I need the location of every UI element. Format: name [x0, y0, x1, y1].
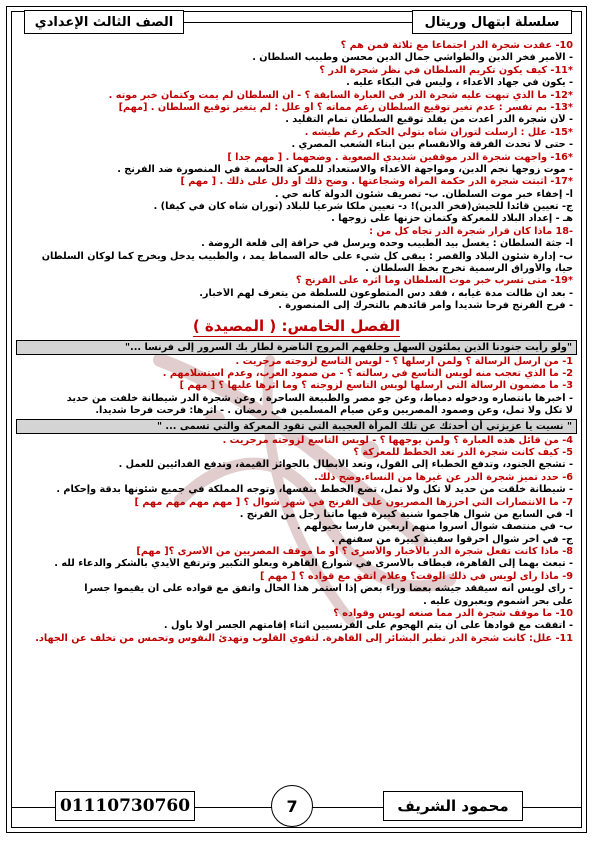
question-line: 3- ما مضمون الرسالة التي أرسلها لويس التاسع لزوجته ؟ وما أثرها عليها ؟ [ مهم ]: [179, 380, 573, 392]
grade-box: [24, 10, 184, 34]
question-line: 7- ما الانتصارات التي أحرزها المصريون على الفرنج في شهر شوال ؟ [ مهم مهم مهم مهم ]: [134, 496, 573, 508]
question-line: 6- حدد تميز شجرة الدر عن غيرها من النساء.وضح ذلك.: [314, 471, 573, 483]
phone-box: [55, 791, 195, 821]
question-line: *19- متى تسرب خبر موت السلطان وما أثره على الفرنج ؟: [295, 275, 573, 287]
answer-line: - بعد أن طالت مدة غيابه ، فقد دس المتطوعون للسلطة من يتعرف لهم الأخبار.: [199, 287, 573, 299]
answer-line: - لأن شجرة الدر أعدت من يقلد توقيع السلطان تمام التقليد .: [285, 114, 573, 126]
question-line: *12- ما الذي تبهت عليه شجرة الدر في العبارة السابقة ؟ - أن السلطان لم يمت وكتمان خبر موته .: [108, 89, 573, 101]
quote-box: " نسيت يا عزيزتي أن أحدثك عن تلك المرأة العجيبة التي تقود المعركة والتي تسمى ... ": [16, 419, 577, 434]
question-line: *15- علل : أرسلت لتوران شاه بتولي الحكم رغم طيشه .: [304, 126, 573, 138]
question-line: 10- عقدت شجرة الدر اجتماعا مع ثلاثة فمن هم ؟: [340, 40, 573, 51]
question-line: 2- ما الذي تعجب منه لويس التاسع في رسالته ؟ - من صمود العرب، وعدم استسلامهم .: [162, 367, 573, 379]
question-line: 9- ماذا رأى لويس في ذلك الوقت؟ وعلام اتفق مع قواده ؟ [ مهم ]: [259, 570, 573, 582]
question-line: -18 ماذا كان قرار شجرة الدر تجاه كل من :: [369, 225, 573, 237]
phone-number: 01110730760: [59, 796, 191, 816]
section-part2: [16, 356, 577, 418]
chapter-title: الفصل الخامس: ( المصيدة ): [192, 316, 401, 335]
chapter-title-row: [16, 313, 577, 339]
answer-line: - اتفقت مع قوادها على أن يتم الهجوم على الفرنسيين أثناء إقامتهم الجسر أولا بأول .: [163, 620, 573, 632]
series-title: سلسلة ابتهال وريتال: [424, 14, 560, 30]
answer-line: - أخبرها بانتصاره ودخوله دمياط، وعن جو مصر والطبيعة الساحرة ، وعن شجرة الدر شيطانة خلفت من حديد: [66, 392, 573, 404]
question-line: *17- أثبتت شجرة الدر حكمة المرأة وشجاعتها . وضح ذلك أو دلل على ذلك . [ مهم ]: [180, 176, 573, 188]
section-part1: [16, 40, 577, 313]
answer-line: أ- إخفاء خبر موت السلطان. ب- تصريف شئون الدولة كأنه حي .: [274, 188, 573, 200]
answer-line: - الأمير فخر الدين والطواشي جمال الدين محسن وطبيب السلطان .: [252, 52, 573, 64]
answer-line: - تشجع الجنود، وتدفع الخطباء إلى القول، وتعد الأبطال بالجوائز القيمة، وتدفع الفدائيين للعمل .: [118, 459, 573, 471]
author-name: محمود الشريف: [397, 797, 509, 815]
question-line: 1- من ارسل الرسالة ؟ ولمن أرسلها ؟ - لويس التاسع لزوجته مرجريت .: [235, 355, 573, 367]
answer-line: أ- في السابع من شوال هاجموا شنية كبيرة فيها ماتنا رجل من الفرنج .: [239, 508, 573, 520]
question-line: 5- كيف كانت شجرة الدر تعد الخطط للمعركة ؟: [353, 446, 573, 458]
question-line: *16- واجهت شجرة الدر موقفين شديدي الصعوبة . وضحهما . [ مهم جدا ]: [227, 151, 573, 163]
answer-line: ب- في منتصف شوال أسروا منهم أربعين فارسا بخيولهم .: [296, 521, 573, 533]
answer-line: - موت زوجها نجم الدين، ومواجهة الأعداء والاستعداد للمعركة الحاسمة في المنصورة ضد الفرنج .: [117, 163, 573, 175]
author-box: [383, 791, 523, 821]
question-line: 8- ماذا كانت تفعل شجرة الدر بالأخبار والأسرى ؟ أو ما موقف المصريين من الأسرى ؟[ مهم]: [136, 546, 573, 558]
question-line: 10- ما موقف شجرة الدر مما صنعه لويس وقواده ؟: [333, 608, 573, 620]
question-line: 4- من قائل هذه العبارة ؟ ولمن يوجهها ؟ - لويس التاسع لزوجته مرجريت .: [222, 434, 573, 446]
grade-label: الصف الثالث الإعدادي: [34, 14, 174, 30]
answer-line: على بحر أشموم ويعبرون عليه .: [423, 595, 573, 607]
answer-line: ب- إدارة شئون البلاد والقصر : يبقى كل شيء على حاله السماط يمد ، والطبيب يدخل ويخرج كما لوكان السلطان: [41, 250, 573, 262]
answer-line: - يكون في جهاد الأعداء ، وليس في البكاء عليه .: [346, 77, 573, 89]
answer-line: - حتى لا تحدث الفرقة والانقسام بين أبناء الشعب المصري .: [291, 139, 573, 151]
page-content: [16, 40, 577, 645]
page-number: 7: [271, 785, 313, 827]
header-rule: [184, 22, 412, 23]
section-part3: [16, 435, 577, 646]
answer-line: - شيطانة خلقت من حديد لا تكل ولا تمل، تضع الخطط بنفسها، وتوجه المملكة في جميع شئونها بدقة وإحكام .: [56, 484, 573, 496]
answer-line: حيا، والأوراق الرسمية تخرج بخط السلطان .: [365, 263, 573, 275]
question-line: *11- كيف يكون تكريم السلطان في نظر شجرة الدر ؟: [319, 64, 573, 76]
quote-box: "ولو رأيت جنودنا الذين يملئون السهل وخلفهم المروج الناضرة لطار بك السرور إلى فرنسا ...": [16, 340, 577, 355]
answer-line: لا تكل ولا تمل، وعن وصمود المصريين وعن صيام المسلمين في رمضان . - أثرها: فرحت فرحا شديدا.: [95, 405, 573, 417]
series-title-box: [412, 10, 572, 34]
answer-line: - تبعث بهما إلى القاهرة، فيطاف بالأسرى في شوارع القاهرة ويعلو التكبير وترتفع الأيدي بالشكر والدعاء لله .: [54, 558, 573, 570]
answer-line: هـ - إعداد البلاد للمعركة وكتمان حزنها على زوجها .: [331, 213, 573, 225]
answer-line: - رأى لويس أنه سيفقد جيشه بعضا وراء بعض إذا استمر هذا الحال واتفق مع قواده على أن يقيموا جسرا: [84, 583, 573, 595]
answer-line: - فرح الفرنج فرحا شديدا وأمر قائدهم بالتحرك إلى المنصورة .: [278, 300, 573, 312]
answer-line: ج- في آخر شوال أحرقوا سفينة كبيرة من سفنهم .: [331, 533, 573, 545]
question-line: 11- علل: كانت شجرة الدر تطير البشائر إلى القاهرة. لتقوي القلوب وتهدئ النفوس وتحمس من تخلف عن الجهاد.: [35, 632, 573, 644]
question-line: *13- بم تفسر : عدم تغير توقيع السلطان رغم مماته ؟ أو علل : لم يتغير توقيع السلطان . [مهم]: [118, 101, 573, 113]
answer-line: ج- تعيين قائدا للجيش(فخر الدين)! د- تعيين ملكا شرعيا للبلاد (توران شاه كان في كيفا) .: [153, 201, 573, 213]
answer-line: أ- جثة السلطان : يغسل بيد الطبيب وحده ويرسل في حراقة إلى قلعة الروضة .: [201, 238, 573, 250]
